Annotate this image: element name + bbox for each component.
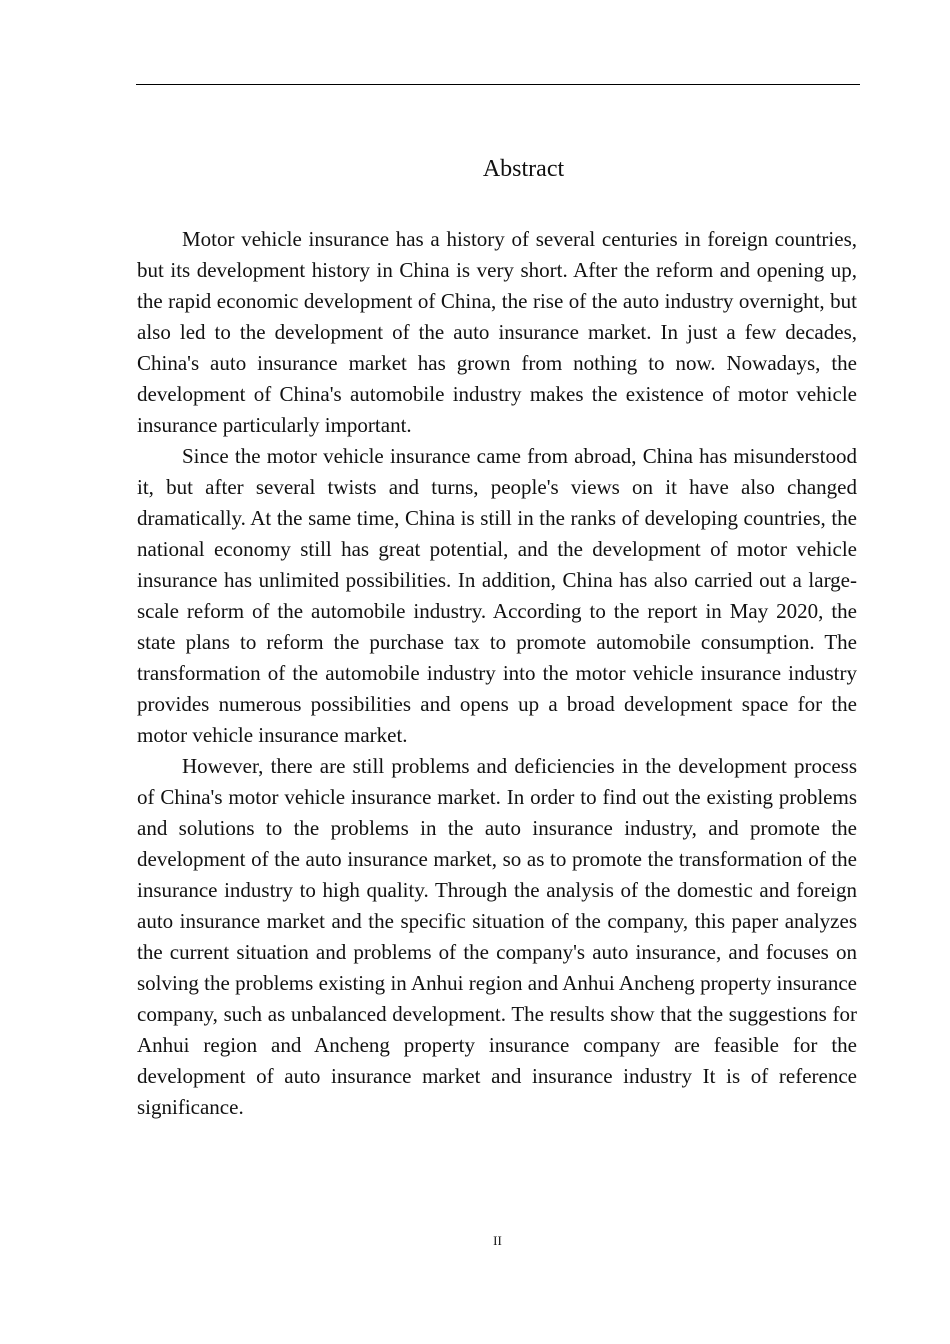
abstract-body: [137, 224, 857, 1123]
header-rule: [136, 84, 860, 85]
abstract-paragraph-1: Motor vehicle insurance has a history of several centuries in foreign countries, but its development history in China is very short. After the reform and opening up, the rapid economic development of China, the rise of the auto industry overnight, but also led to the development of the auto insurance market. In just a few decades, China's auto insurance market has grown from nothing to now. Nowadays, the development of China's automobile industry makes the existence of motor vehicle insurance particularly important.: [137, 227, 857, 437]
abstract-paragraph-2: Since the motor vehicle insurance came from abroad, China has misunderstood it, but after several twists and turns, people's views on it have also changed dramatically. At the same time, China is still in the ranks of developing countries, the national economy still has great potential, and the development of motor vehicle insurance has unlimited possibilities. In addition, China has also carried out a large-scale reform of the automobile industry. According to the report in May 2020, the state plans to reform the purchase tax to promote automobile consumption. The transformation of the automobile industry into the motor vehicle insurance industry provides numerous possibilities and opens up a broad development space for the motor vehicle insurance market.: [137, 444, 857, 747]
abstract-title: Abstract: [482, 156, 565, 182]
page-number: II: [493, 1233, 502, 1248]
abstract-paragraph-3: However, there are still problems and deficiencies in the development process of China's motor vehicle insurance market. In order to find out the existing problems and solutions to the problems in the auto insurance industry, and promote the development of the auto insurance market, so as to promote the transformation of the insurance industry to high quality. Through the analysis of the domestic and foreign auto insurance market and the specific situation of the company, this paper analyzes the current situation and problems of the company's auto insurance, and focuses on solving the problems existing in Anhui region and Anhui Ancheng property insurance company, such as unbalanced development. The results show that the suggestions for Anhui region and Ancheng property insurance company are feasible for the development of auto insurance market and insurance industry It is of reference significance.: [137, 754, 857, 1119]
